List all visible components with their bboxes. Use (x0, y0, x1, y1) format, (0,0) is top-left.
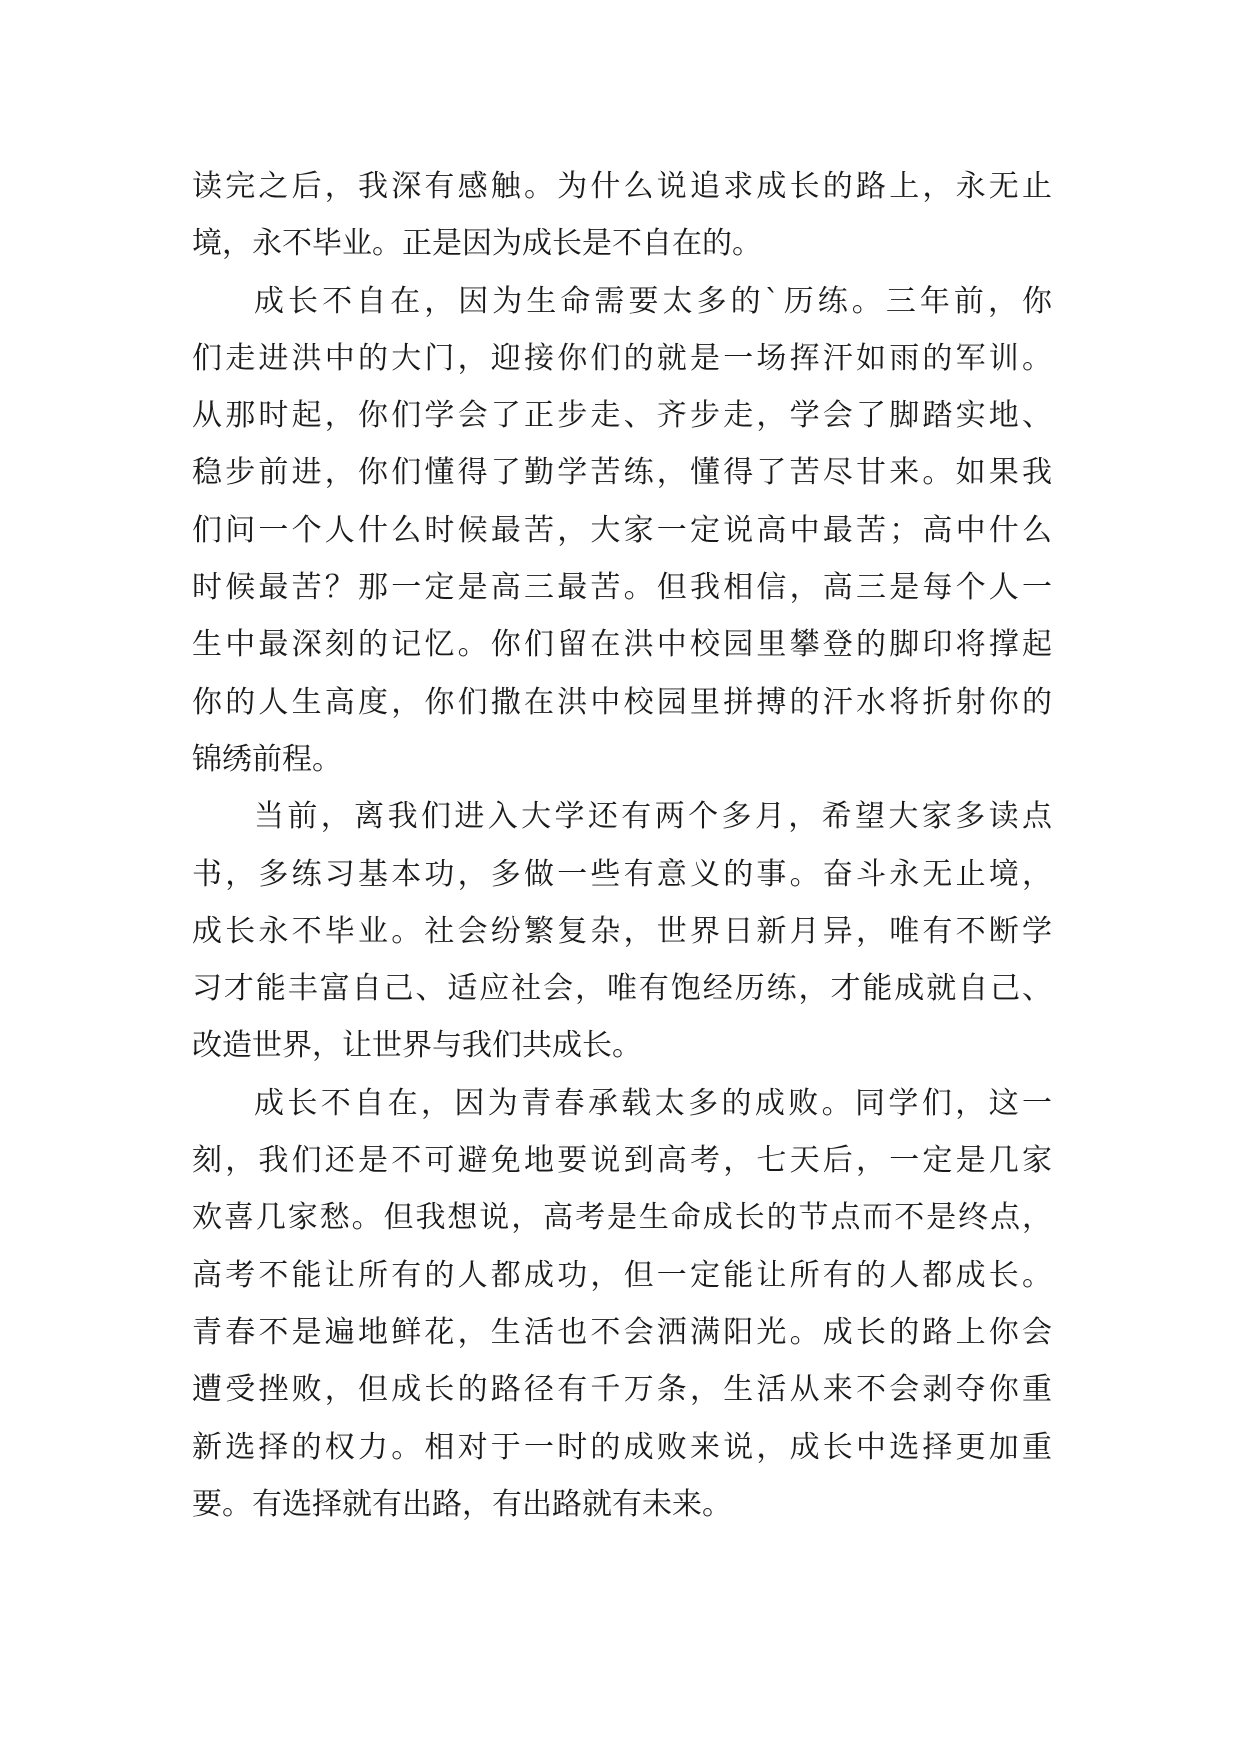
paragraph-4 (192, 1075, 1052, 1533)
text-line: 从那时起，你们学会了正步走、齐步走，学会了脚踏实地、 (192, 398, 1052, 434)
text-line: 刻，我们还是不可避免地要说到高考，七天后，一定是几家 (192, 1143, 1052, 1179)
text-line: 生中最深刻的记忆。你们留在洪中校园里攀登的脚印将撑起 (192, 627, 1052, 663)
text-line: 成长永不毕业。社会纷繁复杂，世界日新月异，唯有不断学 (192, 913, 1052, 949)
text-line: 高考不能让所有的人都成功，但一定能让所有的人都成长。 (192, 1257, 1052, 1293)
text-line: 稳步前进，你们懂得了勤学苦练，懂得了苦尽甘来。如果我 (192, 455, 1052, 491)
document-body (192, 158, 1052, 1533)
text-line: 欢喜几家愁。但我想说，高考是生命成长的节点而不是终点， (192, 1200, 1052, 1236)
paragraph-3 (192, 788, 1052, 1074)
text-line: 们走进洪中的大门，迎接你们的就是一场挥汗如雨的军训。 (192, 340, 1052, 376)
text-line: 要。有选择就有出路，有出路就有未来。 (192, 1486, 732, 1522)
paragraph-2 (192, 273, 1052, 789)
text-line: 境，永不毕业。正是因为成长是不自在的。 (192, 226, 762, 262)
text-line: 青春不是遍地鲜花，生活也不会洒满阳光。成长的路上你会 (192, 1314, 1052, 1350)
text-line: 成长不自在，因为生命需要太多的`历练。三年前，你 (254, 283, 1052, 319)
text-line: 锦绣前程。 (192, 741, 342, 777)
text-line: 遭受挫败，但成长的路径有千万条，生活从来不会剥夺你重 (192, 1372, 1052, 1408)
text-line: 书，多练习基本功，多做一些有意义的事。奋斗永无止境， (192, 856, 1052, 892)
text-line: 习才能丰富自己、适应社会，唯有饱经历练，才能成就自己、 (192, 971, 1052, 1007)
text-line: 当前，离我们进入大学还有两个多月，希望大家多读点 (254, 799, 1052, 835)
text-line: 们问一个人什么时候最苦，大家一定说高中最苦；高中什么 (192, 512, 1052, 548)
text-line: 时候最苦？那一定是高三最苦。但我相信，高三是每个人一 (192, 570, 1052, 606)
text-line: 成长不自在，因为青春承载太多的成败。同学们，这一 (254, 1085, 1052, 1121)
text-line: 改造世界，让世界与我们共成长。 (192, 1028, 642, 1064)
paragraph-1 (192, 158, 1052, 273)
text-line: 你的人生高度，你们撒在洪中校园里拼搏的汗水将折射你的 (192, 684, 1052, 720)
text-line: 读完之后，我深有感触。为什么说追求成长的路上，永无止 (192, 169, 1052, 204)
text-line: 新选择的权力。相对于一时的成败来说，成长中选择更加重 (192, 1429, 1052, 1465)
